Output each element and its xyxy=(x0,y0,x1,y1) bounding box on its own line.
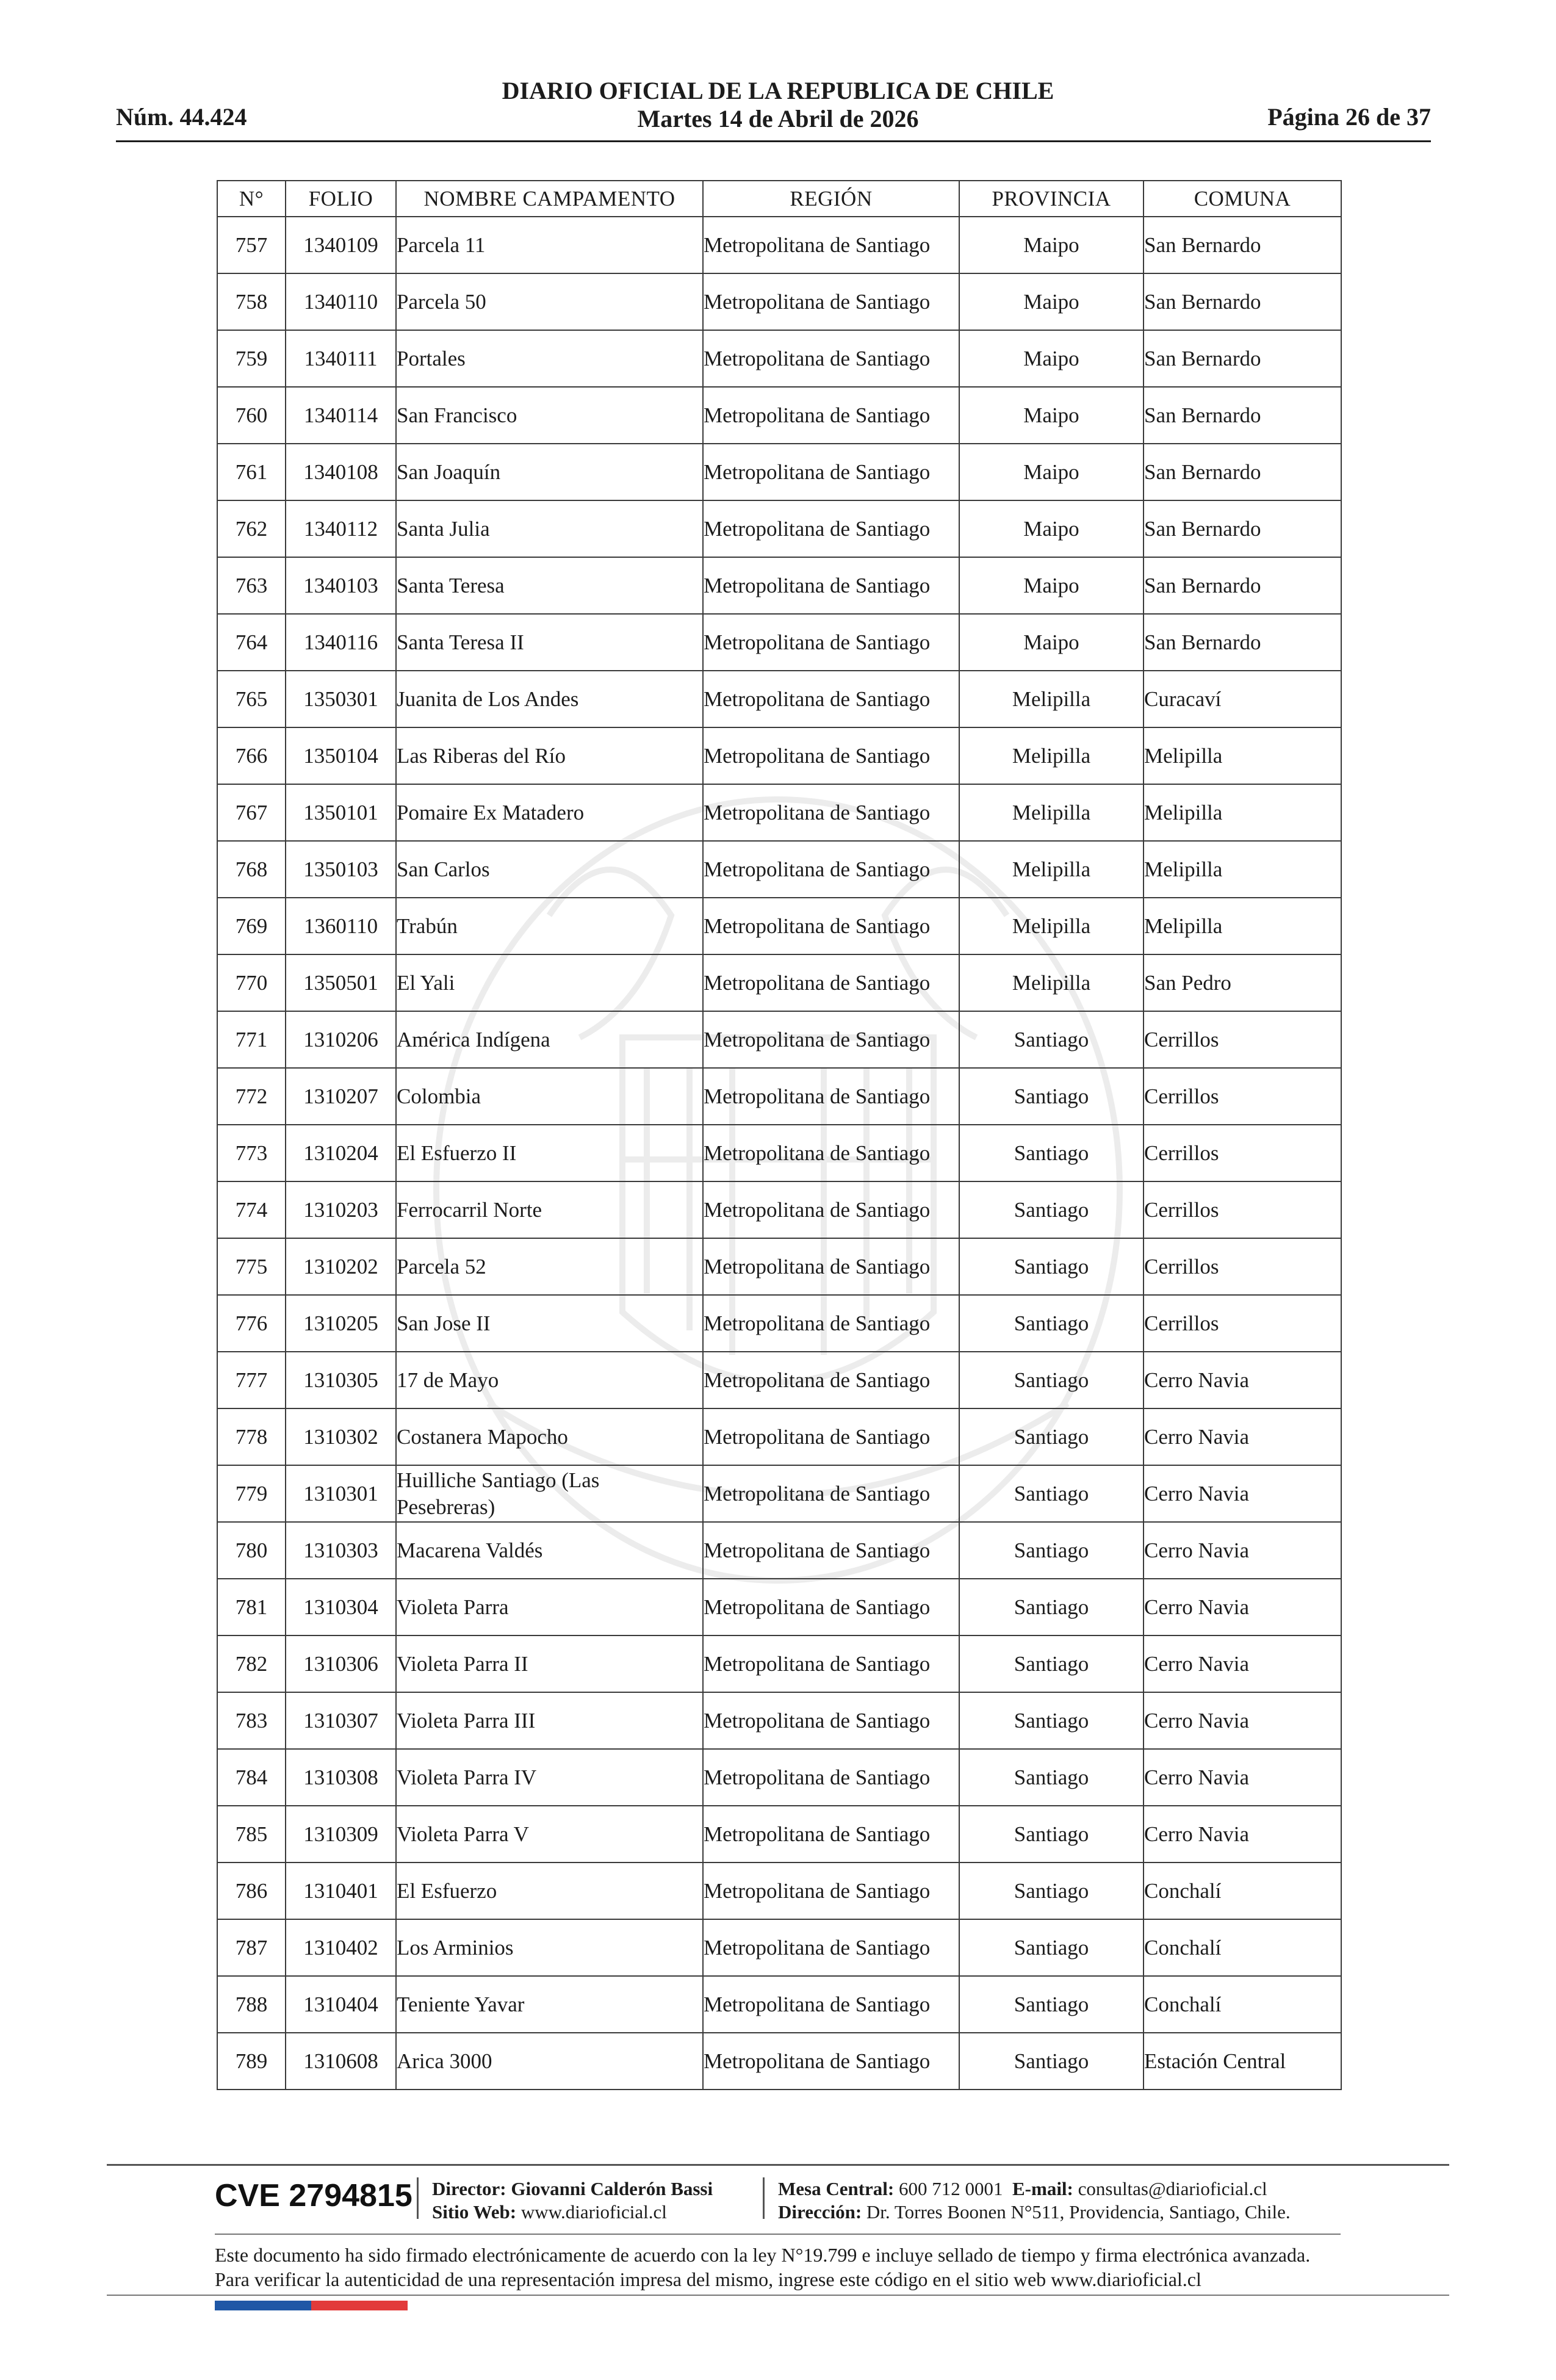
issue-number: Núm. 44.424 xyxy=(116,103,247,131)
table-row xyxy=(217,387,1341,444)
table-row xyxy=(217,330,1341,387)
row-number: 775 xyxy=(217,1238,286,1295)
row-comuna: Cerrillos xyxy=(1144,1238,1341,1295)
footer-director-block xyxy=(432,2177,713,2224)
row-region: Metropolitana de Santiago xyxy=(703,614,959,671)
row-number: 774 xyxy=(217,1181,286,1238)
email-link[interactable]: consultas@diarioficial.cl xyxy=(1078,2178,1267,2199)
row-folio: 1340109 xyxy=(286,217,396,273)
table-row xyxy=(217,1125,1341,1181)
row-nombre: Colombia xyxy=(396,1068,703,1125)
row-region: Metropolitana de Santiago xyxy=(703,1465,959,1522)
row-provincia: Melipilla xyxy=(959,727,1144,784)
row-nombre: Trabún xyxy=(396,898,703,954)
row-nombre: Teniente Yavar xyxy=(396,1976,703,2033)
table-row xyxy=(217,1238,1341,1295)
table-row xyxy=(217,1522,1341,1579)
row-folio: 1310304 xyxy=(286,1579,396,1635)
footer-divider-top xyxy=(107,2164,1449,2166)
row-comuna: Melipilla xyxy=(1144,898,1341,954)
row-nombre: San Francisco xyxy=(396,387,703,444)
table-row xyxy=(217,784,1341,841)
row-provincia: Santiago xyxy=(959,1806,1144,1863)
row-number: 782 xyxy=(217,1635,286,1692)
row-comuna: San Bernardo xyxy=(1144,217,1341,273)
row-number: 763 xyxy=(217,557,286,614)
row-folio: 1310305 xyxy=(286,1352,396,1408)
header-divider xyxy=(116,140,1431,142)
row-nombre: El Esfuerzo II xyxy=(396,1125,703,1181)
row-provincia: Santiago xyxy=(959,1749,1144,1806)
row-folio: 1340111 xyxy=(286,330,396,387)
row-region: Metropolitana de Santiago xyxy=(703,1919,959,1976)
row-comuna: Cerro Navia xyxy=(1144,1579,1341,1635)
row-comuna: Curacaví xyxy=(1144,671,1341,727)
row-folio: 1350103 xyxy=(286,841,396,898)
table-row xyxy=(217,1465,1341,1522)
row-region: Metropolitana de Santiago xyxy=(703,1692,959,1749)
table-row xyxy=(217,1295,1341,1352)
table-row xyxy=(217,1352,1341,1408)
row-nombre: Parcela 50 xyxy=(396,273,703,330)
row-region: Metropolitana de Santiago xyxy=(703,784,959,841)
row-comuna: Estación Central xyxy=(1144,2033,1341,2090)
flag-stripe-blue xyxy=(215,2301,311,2310)
website-label: Sitio Web: xyxy=(432,2201,517,2223)
table-row xyxy=(217,671,1341,727)
row-comuna: Cerro Navia xyxy=(1144,1352,1341,1408)
row-provincia: Santiago xyxy=(959,1863,1144,1919)
row-number: 787 xyxy=(217,1919,286,1976)
page-number: Página 26 de 37 xyxy=(1267,103,1431,131)
publication-title: DIARIO OFICIAL DE LA REPUBLICA DE CHILE xyxy=(502,77,1054,104)
table-row xyxy=(217,898,1341,954)
row-nombre: San Joaquín xyxy=(396,444,703,500)
row-region: Metropolitana de Santiago xyxy=(703,273,959,330)
row-region: Metropolitana de Santiago xyxy=(703,2033,959,2090)
row-number: 766 xyxy=(217,727,286,784)
column-header-nombre: NOMBRE CAMPAMENTO xyxy=(396,181,703,217)
row-region: Metropolitana de Santiago xyxy=(703,1295,959,1352)
row-provincia: Maipo xyxy=(959,500,1144,557)
row-comuna: Melipilla xyxy=(1144,841,1341,898)
row-provincia: Santiago xyxy=(959,2033,1144,2090)
table-row xyxy=(217,727,1341,784)
row-folio: 1310308 xyxy=(286,1749,396,1806)
row-folio: 1350301 xyxy=(286,671,396,727)
footer-separator xyxy=(763,2177,765,2219)
column-header-folio: FOLIO xyxy=(286,181,396,217)
flag-stripe-red xyxy=(311,2301,408,2310)
row-number: 772 xyxy=(217,1068,286,1125)
row-comuna: San Bernardo xyxy=(1144,614,1341,671)
row-nombre: Santa Julia xyxy=(396,500,703,557)
row-nombre: 17 de Mayo xyxy=(396,1352,703,1408)
row-folio: 1310303 xyxy=(286,1522,396,1579)
row-number: 783 xyxy=(217,1692,286,1749)
row-comuna: San Bernardo xyxy=(1144,557,1341,614)
footer-separator xyxy=(417,2177,419,2219)
table-row xyxy=(217,557,1341,614)
row-comuna: Cerro Navia xyxy=(1144,1465,1341,1522)
row-number: 781 xyxy=(217,1579,286,1635)
row-number: 761 xyxy=(217,444,286,500)
row-provincia: Santiago xyxy=(959,1919,1144,1976)
row-nombre: Violeta Parra IV xyxy=(396,1749,703,1806)
row-number: 779 xyxy=(217,1465,286,1522)
row-provincia: Melipilla xyxy=(959,841,1144,898)
row-number: 786 xyxy=(217,1863,286,1919)
row-folio: 1310205 xyxy=(286,1295,396,1352)
row-region: Metropolitana de Santiago xyxy=(703,1352,959,1408)
table-row xyxy=(217,1919,1341,1976)
row-number: 759 xyxy=(217,330,286,387)
row-region: Metropolitana de Santiago xyxy=(703,330,959,387)
row-number: 768 xyxy=(217,841,286,898)
row-folio: 1310306 xyxy=(286,1635,396,1692)
row-comuna: San Pedro xyxy=(1144,954,1341,1011)
row-provincia: Maipo xyxy=(959,614,1144,671)
row-provincia: Melipilla xyxy=(959,954,1144,1011)
row-provincia: Santiago xyxy=(959,1692,1144,1749)
row-folio: 1310608 xyxy=(286,2033,396,2090)
row-folio: 1310206 xyxy=(286,1011,396,1068)
row-provincia: Maipo xyxy=(959,330,1144,387)
table-row xyxy=(217,614,1341,671)
row-folio: 1310302 xyxy=(286,1408,396,1465)
table-row xyxy=(217,1011,1341,1068)
row-folio: 1310204 xyxy=(286,1125,396,1181)
row-provincia: Santiago xyxy=(959,1011,1144,1068)
column-header-provincia: PROVINCIA xyxy=(959,181,1144,217)
row-region: Metropolitana de Santiago xyxy=(703,1635,959,1692)
row-region: Metropolitana de Santiago xyxy=(703,1181,959,1238)
table-row xyxy=(217,1579,1341,1635)
row-folio: 1350104 xyxy=(286,727,396,784)
row-provincia: Santiago xyxy=(959,1522,1144,1579)
phone-value: 600 712 0001 xyxy=(899,2178,1003,2199)
row-region: Metropolitana de Santiago xyxy=(703,898,959,954)
row-provincia: Santiago xyxy=(959,1408,1144,1465)
row-folio: 1340114 xyxy=(286,387,396,444)
row-number: 789 xyxy=(217,2033,286,2090)
table-row xyxy=(217,2033,1341,2090)
table-row xyxy=(217,1408,1341,1465)
row-number: 769 xyxy=(217,898,286,954)
row-provincia: Santiago xyxy=(959,1068,1144,1125)
row-folio: 1310203 xyxy=(286,1181,396,1238)
row-number: 758 xyxy=(217,273,286,330)
row-nombre: Huilliche Santiago (Las Pesebreras) xyxy=(396,1465,703,1522)
row-number: 777 xyxy=(217,1352,286,1408)
address-label: Dirección: xyxy=(778,2201,862,2223)
row-nombre: Parcela 52 xyxy=(396,1238,703,1295)
row-folio: 1310402 xyxy=(286,1919,396,1976)
row-comuna: Cerro Navia xyxy=(1144,1408,1341,1465)
row-nombre: Santa Teresa xyxy=(396,557,703,614)
row-comuna: San Bernardo xyxy=(1144,500,1341,557)
row-nombre: América Indígena xyxy=(396,1011,703,1068)
row-nombre: El Yali xyxy=(396,954,703,1011)
row-comuna: Cerrillos xyxy=(1144,1181,1341,1238)
table-row xyxy=(217,1806,1341,1863)
row-folio: 1340110 xyxy=(286,273,396,330)
row-nombre: Santa Teresa II xyxy=(396,614,703,671)
row-nombre: Parcela 11 xyxy=(396,217,703,273)
row-folio: 1310207 xyxy=(286,1068,396,1125)
row-comuna: Cerrillos xyxy=(1144,1011,1341,1068)
row-provincia: Melipilla xyxy=(959,671,1144,727)
table-row xyxy=(217,1749,1341,1806)
row-folio: 1310307 xyxy=(286,1692,396,1749)
row-number: 773 xyxy=(217,1125,286,1181)
row-comuna: Melipilla xyxy=(1144,727,1341,784)
row-provincia: Santiago xyxy=(959,1465,1144,1522)
row-number: 771 xyxy=(217,1011,286,1068)
table-row xyxy=(217,1181,1341,1238)
row-folio: 1350101 xyxy=(286,784,396,841)
row-number: 784 xyxy=(217,1749,286,1806)
row-provincia: Santiago xyxy=(959,1352,1144,1408)
row-folio: 1360110 xyxy=(286,898,396,954)
row-number: 762 xyxy=(217,500,286,557)
table-row xyxy=(217,954,1341,1011)
row-number: 760 xyxy=(217,387,286,444)
row-region: Metropolitana de Santiago xyxy=(703,1238,959,1295)
row-comuna: San Bernardo xyxy=(1144,330,1341,387)
table-row xyxy=(217,1976,1341,2033)
row-provincia: Santiago xyxy=(959,1125,1144,1181)
signature-note: Este documento ha sido firmado electrónicamente de acuerdo con la ley N°19.799 e incluye sellado de tiempo y firma electrónica avanzada. Para verificar la autenticidad de una representación impresa del mismo, ingrese este código en el sitio web www.diarioficial.cl xyxy=(215,2244,1311,2290)
address-value: Dr. Torres Boonen N°511, Providencia, Santiago, Chile. xyxy=(866,2201,1291,2223)
row-provincia: Maipo xyxy=(959,273,1144,330)
row-comuna: Cerrillos xyxy=(1144,1068,1341,1125)
row-folio: 1350501 xyxy=(286,954,396,1011)
row-nombre: Macarena Valdés xyxy=(396,1522,703,1579)
row-comuna: Conchalí xyxy=(1144,1976,1341,2033)
row-comuna: Cerro Navia xyxy=(1144,1806,1341,1863)
row-comuna: Cerro Navia xyxy=(1144,1522,1341,1579)
table-body xyxy=(217,217,1341,2090)
row-region: Metropolitana de Santiago xyxy=(703,387,959,444)
row-region: Metropolitana de Santiago xyxy=(703,1408,959,1465)
footer-contact-block xyxy=(778,2177,1291,2224)
row-region: Metropolitana de Santiago xyxy=(703,557,959,614)
column-header-n: N° xyxy=(217,181,286,217)
footer-divider-bottom xyxy=(107,2295,1449,2296)
row-region: Metropolitana de Santiago xyxy=(703,841,959,898)
row-number: 770 xyxy=(217,954,286,1011)
row-comuna: Cerro Navia xyxy=(1144,1635,1341,1692)
row-provincia: Maipo xyxy=(959,387,1144,444)
row-nombre: Los Arminios xyxy=(396,1919,703,1976)
row-folio: 1310202 xyxy=(286,1238,396,1295)
row-region: Metropolitana de Santiago xyxy=(703,444,959,500)
row-nombre: Violeta Parra xyxy=(396,1579,703,1635)
row-region: Metropolitana de Santiago xyxy=(703,954,959,1011)
row-comuna: Cerrillos xyxy=(1144,1295,1341,1352)
row-folio: 1340112 xyxy=(286,500,396,557)
campamentos-table xyxy=(217,180,1342,2090)
row-folio: 1340108 xyxy=(286,444,396,500)
row-number: 785 xyxy=(217,1806,286,1863)
row-provincia: Maipo xyxy=(959,444,1144,500)
table-row xyxy=(217,444,1341,500)
row-region: Metropolitana de Santiago xyxy=(703,1068,959,1125)
row-region: Metropolitana de Santiago xyxy=(703,217,959,273)
row-nombre: Juanita de Los Andes xyxy=(396,671,703,727)
table-row xyxy=(217,217,1341,273)
column-header-comuna: COMUNA xyxy=(1144,181,1341,217)
row-folio: 1310309 xyxy=(286,1806,396,1863)
row-nombre: San Carlos xyxy=(396,841,703,898)
row-number: 757 xyxy=(217,217,286,273)
publication-date: Martes 14 de Abril de 2026 xyxy=(637,105,919,132)
footer-divider-middle xyxy=(215,2234,1341,2235)
row-number: 765 xyxy=(217,671,286,727)
row-provincia: Santiago xyxy=(959,1295,1144,1352)
row-nombre: Portales xyxy=(396,330,703,387)
row-region: Metropolitana de Santiago xyxy=(703,1011,959,1068)
row-number: 767 xyxy=(217,784,286,841)
website-link[interactable]: www.diarioficial.cl xyxy=(520,2201,667,2223)
row-number: 788 xyxy=(217,1976,286,2033)
row-provincia: Santiago xyxy=(959,1976,1144,2033)
row-provincia: Maipo xyxy=(959,557,1144,614)
row-nombre: Violeta Parra II xyxy=(396,1635,703,1692)
row-nombre: Ferrocarril Norte xyxy=(396,1181,703,1238)
row-number: 776 xyxy=(217,1295,286,1352)
row-comuna: Conchalí xyxy=(1144,1919,1341,1976)
row-folio: 1310404 xyxy=(286,1976,396,2033)
row-folio: 1340116 xyxy=(286,614,396,671)
row-nombre: Violeta Parra III xyxy=(396,1692,703,1749)
table-row xyxy=(217,1635,1341,1692)
row-folio: 1340103 xyxy=(286,557,396,614)
row-provincia: Melipilla xyxy=(959,898,1144,954)
row-region: Metropolitana de Santiago xyxy=(703,727,959,784)
row-provincia: Santiago xyxy=(959,1238,1144,1295)
row-comuna: San Bernardo xyxy=(1144,387,1341,444)
row-region: Metropolitana de Santiago xyxy=(703,1749,959,1806)
row-region: Metropolitana de Santiago xyxy=(703,1806,959,1863)
table-row xyxy=(217,273,1341,330)
row-region: Metropolitana de Santiago xyxy=(703,500,959,557)
email-label: E-mail: xyxy=(1012,2178,1073,2199)
row-nombre: El Esfuerzo xyxy=(396,1863,703,1919)
row-comuna: Conchalí xyxy=(1144,1863,1341,1919)
row-region: Metropolitana de Santiago xyxy=(703,671,959,727)
row-comuna: Cerrillos xyxy=(1144,1125,1341,1181)
row-provincia: Santiago xyxy=(959,1579,1144,1635)
row-nombre: Violeta Parra V xyxy=(396,1806,703,1863)
cve-code: CVE 2794815 xyxy=(215,2178,412,2213)
row-nombre: San Jose II xyxy=(396,1295,703,1352)
row-region: Metropolitana de Santiago xyxy=(703,1976,959,2033)
row-region: Metropolitana de Santiago xyxy=(703,1522,959,1579)
row-provincia: Santiago xyxy=(959,1635,1144,1692)
row-region: Metropolitana de Santiago xyxy=(703,1125,959,1181)
row-provincia: Melipilla xyxy=(959,784,1144,841)
director-label: Director: xyxy=(432,2178,506,2199)
row-nombre: Pomaire Ex Matadero xyxy=(396,784,703,841)
row-comuna: San Bernardo xyxy=(1144,273,1341,330)
row-comuna: Cerro Navia xyxy=(1144,1749,1341,1806)
row-provincia: Maipo xyxy=(959,217,1144,273)
row-nombre: Costanera Mapocho xyxy=(396,1408,703,1465)
table-row xyxy=(217,841,1341,898)
row-comuna: San Bernardo xyxy=(1144,444,1341,500)
table-header-row xyxy=(217,181,1341,217)
row-nombre: Arica 3000 xyxy=(396,2033,703,2090)
row-nombre: Las Riberas del Río xyxy=(396,727,703,784)
row-folio: 1310301 xyxy=(286,1465,396,1522)
row-region: Metropolitana de Santiago xyxy=(703,1579,959,1635)
table-row xyxy=(217,1863,1341,1919)
row-comuna: Melipilla xyxy=(1144,784,1341,841)
phone-label: Mesa Central: xyxy=(778,2178,895,2199)
row-number: 764 xyxy=(217,614,286,671)
table-row xyxy=(217,500,1341,557)
column-header-region: REGIÓN xyxy=(703,181,959,217)
row-region: Metropolitana de Santiago xyxy=(703,1863,959,1919)
row-provincia: Santiago xyxy=(959,1181,1144,1238)
row-folio: 1310401 xyxy=(286,1863,396,1919)
row-number: 778 xyxy=(217,1408,286,1465)
director-name: Giovanni Calderón Bassi xyxy=(511,2178,713,2199)
table-row xyxy=(217,1068,1341,1125)
row-number: 780 xyxy=(217,1522,286,1579)
row-comuna: Cerro Navia xyxy=(1144,1692,1341,1749)
table-row xyxy=(217,1692,1341,1749)
